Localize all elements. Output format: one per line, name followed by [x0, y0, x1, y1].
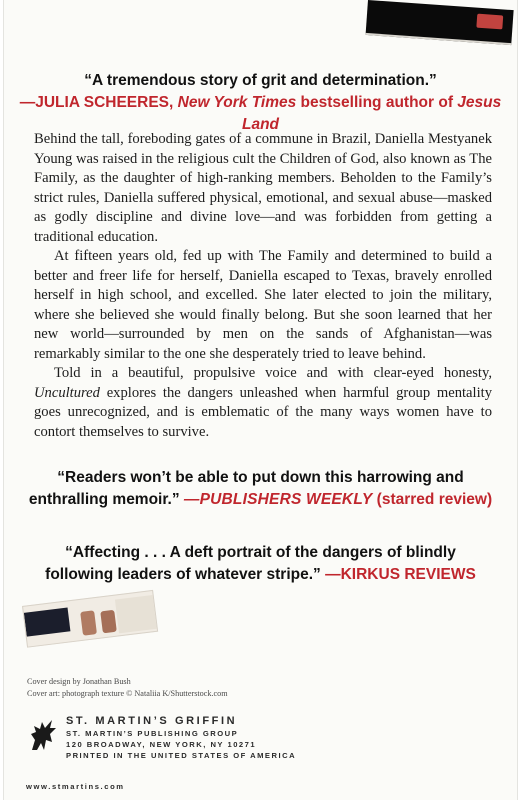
cover-design-credit: Cover design by Jonathan Bush: [27, 677, 131, 686]
cover-art-credit: Cover art: photograph texture © Nataliia K/Shutterstock.com: [27, 689, 228, 698]
blurb-top-quote: “A tremendous story of grit and determination.”: [84, 72, 437, 89]
scrap-legs-2: [100, 610, 117, 634]
blurb-bottom-quote-end: following leaders of whatever stripe.”: [45, 566, 326, 583]
blurb-middle-line1: “Readers won’t be able to put down this harrowing and: [57, 469, 464, 486]
scrap-light-fabric: [115, 595, 158, 634]
barcode-area-blank: [362, 682, 512, 782]
blurb-middle-quote-end: enthralling memoir.”: [28, 491, 184, 508]
description-paragraph-1: Behind the tall, foreboding gates of a commune in Brazil, Daniella Mestyanek Young was raised in the religious cult the Children of God, also known as The Family, as the daughter of high-ranking members. Beholden to the Family’s strict rules, Daniella suffered physical, emotional, and sexual abuse—masked as godly discipline and divine love—and was forbidden from getting a traditional education.: [34, 131, 492, 245]
para3-lead: Told in a beautiful, propulsive voice and with clear-eyed honesty,: [54, 365, 492, 381]
blurb-middle-line2: [0, 489, 521, 511]
publisher-address: 120 BROADWAY, NEW YORK, NY 10271: [66, 740, 257, 749]
blurb-bottom-line1: “Affecting . . . A deft portrait of the dangers of blindly: [65, 544, 456, 561]
torn-strip-accent: [476, 14, 503, 30]
attribution-kirkus: —KIRKUS REVIEWS: [325, 566, 476, 583]
attribution-note: (starred review): [372, 491, 493, 508]
publisher-block: [26, 714, 326, 774]
publisher-text: [66, 714, 296, 761]
printed-in: PRINTED IN THE UNITED STATES OF AMERICA: [66, 751, 297, 760]
book-description: [34, 130, 492, 442]
cover-credits: [27, 676, 228, 700]
attribution-book: Jesus Land: [241, 94, 502, 133]
blurb-bottom: [0, 542, 521, 586]
book-title-italic: Uncultured: [34, 384, 100, 401]
publisher-name: ST. MARTIN’S GRIFFIN: [66, 715, 238, 727]
attribution-publication: New York Times: [177, 94, 297, 111]
attribution-mid: bestselling author of: [296, 94, 458, 111]
scrap-legs: [80, 610, 97, 636]
attribution-publisher: —PUBLISHERS WEEKLY: [183, 491, 373, 508]
description-paragraph-3: [34, 364, 492, 442]
blurb-bottom-line2: [0, 564, 521, 586]
publisher-website: www.stmartins.com: [26, 782, 125, 791]
scrap-dark-fabric: [24, 607, 71, 636]
description-paragraph-2: At fifteen years old, fed up with The Family and determined to build a better and freer life for herself, Daniella escaped to Texas, bravely enrolled herself in high school, and excelled. She later elected to join the military, where she believed she would finally belong. But she soon learned that her new world—surrounded by men on the sands of Afghanistan—was remarkably similar to the one she desperately tried to leave behind.: [34, 248, 492, 362]
blurb-middle-attribution: [184, 491, 492, 508]
blurb-top: [0, 70, 521, 136]
publisher-group: ST. MARTIN’S PUBLISHING GROUP: [66, 729, 239, 738]
blurb-middle: [0, 467, 521, 511]
griffin-logo-icon: [26, 716, 58, 752]
attribution-name: —JULIA SCHEERES,: [19, 94, 178, 111]
para3-rest: explores the dangers unleashed when harmful group mentality goes unrecognized, and is emblematic of the many ways women have to contort themselves to survive.: [34, 384, 492, 440]
